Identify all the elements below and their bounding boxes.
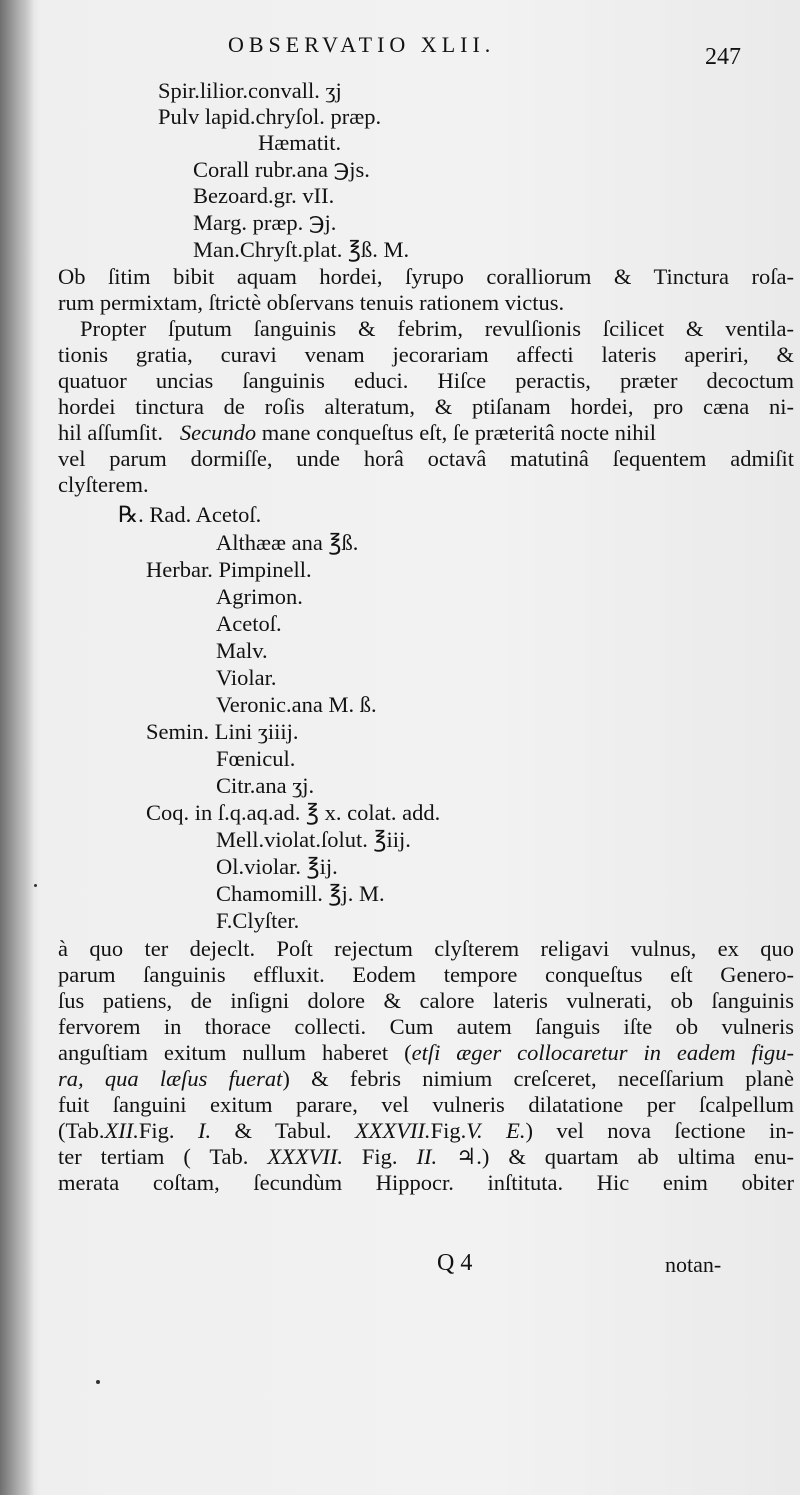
text-line: fervorem in thorace collecti. Cum autem ſanguis iſte ob vulneris <box>58 1014 794 1039</box>
text-line <box>58 1144 794 1170</box>
recipe-line: F.Clyſter. <box>216 908 300 933</box>
text-segment: Fig. <box>138 1118 175 1143</box>
text-line: fuit ſanguini exitum parare, vel vulneris dilatatione per ſcalpellum <box>58 1092 794 1117</box>
text-line <box>58 1066 794 1092</box>
italic-segment: V. E. <box>466 1118 526 1143</box>
text-line: ſus patiens, de inſigni dolore & calore lateris vulnerati, ob ſanguinis <box>58 988 794 1013</box>
italic-word: Secundo <box>179 420 257 445</box>
recipe-line: Coq. in ſ.q.aq.ad. ℥ x. colat. add. <box>146 800 441 825</box>
running-title: OBSERVATIO XLII. <box>228 32 496 57</box>
recipe-line: Hæmatit. <box>258 130 342 155</box>
text-line: parum ſanguinis effluxit. Eodem tempore conqueſtus eſt Genero- <box>58 962 794 987</box>
italic-segment: etſi æger collocaretur in eadem figu- <box>411 1040 794 1065</box>
recipe-line: Violar. <box>216 665 277 690</box>
recipe-line: Marg. præp. ℈j. <box>193 210 337 235</box>
text-segment: ) & febris nimium creſceret, neceſſarium planè <box>282 1066 794 1091</box>
text-segment: ♃.) & quartam ab ultima enu- <box>456 1144 795 1169</box>
text-line <box>58 420 656 446</box>
text-line: rum permixtam, ſtrictè obſervans tenuis rationem victus. <box>58 290 565 315</box>
recipe-line: Herbar. Pimpinell. <box>146 557 312 582</box>
text-line: Ob ſitim bibit aquam hordei, ſyrupo coralliorum & Tinctura roſa- <box>58 264 794 289</box>
text-segment: ) vel nova ſectione in- <box>525 1118 795 1143</box>
recipe-line: ℞. Rad. Acetoſ. <box>118 502 262 527</box>
ink-speck <box>96 1380 100 1384</box>
recipe-line: Corall rubr.ana ℈js. <box>193 157 370 182</box>
text-segment: anguſtiam exitum nullum haberet ( <box>58 1040 412 1065</box>
ink-speck <box>34 884 37 887</box>
signature-mark: Q 4 <box>437 1250 473 1276</box>
text-line: tionis gratia, curavi venam jecorariam affecti lateris aperiri, & <box>58 342 794 367</box>
recipe-line: Acetoſ. <box>216 611 282 636</box>
recipe-line: Althææ ana ℥ß. <box>216 530 359 555</box>
text-segment: & Tabul. <box>234 1118 332 1143</box>
recipe-line: Bezoard.gr. vII. <box>193 183 335 208</box>
page-header <box>0 30 800 70</box>
italic-segment: ra, qua læſus fuerat <box>58 1066 283 1091</box>
recipe-line: Spir.lilior.convall. ʒj <box>158 78 342 103</box>
text-line: Propter ſputum ſanguinis & febrim, revulſionis ſcilicet & ventila- <box>80 316 794 341</box>
italic-segment: XII. <box>104 1118 139 1143</box>
text-line <box>58 1040 794 1066</box>
recipe-line: Man.Chryſt.plat. ℥ß. M. <box>193 237 410 262</box>
catchword: notan- <box>665 1252 722 1277</box>
text-line <box>58 1118 794 1144</box>
recipe-line: Pulv lapid.chryſol. præp. <box>158 104 382 129</box>
text-segment: hil aſſumſit. <box>58 420 163 445</box>
text-segment: mane conqueſtus eſt, ſe præteritâ nocte nihil <box>261 420 656 445</box>
page-number: 247 <box>705 44 741 70</box>
text-segment: (Tab. <box>58 1118 105 1143</box>
italic-segment: XXXVII. <box>354 1118 431 1143</box>
italic-segment: II. <box>416 1144 438 1169</box>
text-line: quatuor uncias ſanguinis educi. Hiſce peractis, præter decoctum <box>58 368 794 393</box>
text-line: hordei tinctura de roſis alteratum, & ptiſanam hordei, pro cæna ni- <box>58 394 794 419</box>
text-line: clyſterem. <box>58 472 149 497</box>
text-line: à quo ter dejeclt. Poſt rejectum clyſterem religavi vulnus, ex quo <box>58 936 794 961</box>
recipe-line: Ol.violar. ℥ij. <box>216 854 338 879</box>
italic-segment: I. <box>197 1118 212 1143</box>
text-segment: Fig. <box>430 1118 467 1143</box>
text-line: vel parum dormiſſe, unde horâ octavâ matutinâ ſequentem admiſit <box>58 446 794 471</box>
recipe-line: Agrimon. <box>216 584 303 609</box>
recipe-line: Veronic.ana M. ß. <box>216 692 377 717</box>
recipe-line: Citr.ana ʒj. <box>216 773 315 798</box>
recipe-line: Fœnicul. <box>216 746 296 771</box>
text-segment: Fig. <box>361 1144 398 1169</box>
italic-segment: XXXVII. <box>267 1144 343 1169</box>
spine-shadow <box>0 0 34 1495</box>
text-line: merata coſtam, ſecundùm Hippocr. inſtituta. Hic enim obiter <box>58 1170 794 1195</box>
recipe-line: Semin. Lini ʒiiij. <box>146 719 299 744</box>
recipe-line: Chamomill. ℥j. M. <box>216 881 385 906</box>
text-segment: ter tertiam ( Tab. <box>58 1144 249 1169</box>
recipe-line: Mell.violat.ſolut. ℥iij. <box>216 827 411 852</box>
recipe-line: Malv. <box>216 638 268 663</box>
